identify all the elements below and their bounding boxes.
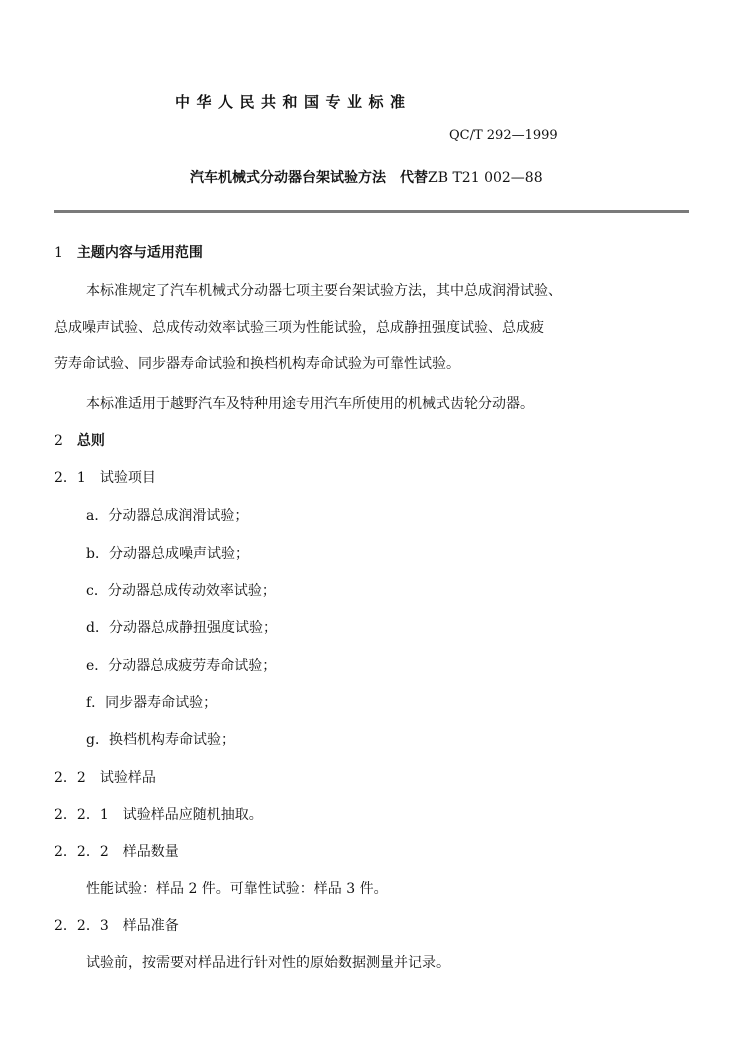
standard-code: QC/T 292—1999 (449, 128, 558, 143)
section-2-2-3-paragraph: 试验前，按需要对样品进行针对性的原始数据测量并记录。 (86, 955, 450, 971)
section-2-title: 总则 (76, 433, 105, 449)
replaces-code: ZB T21 002—88 (428, 170, 543, 186)
header-rule (54, 210, 689, 213)
section-1-paragraph-1-line-2: 总成噪声试验、总成传动效率试验三项为性能试验，总成静扭强度试验、总成疲 (54, 320, 544, 336)
section-2-heading (54, 430, 105, 450)
list-item: b．分动器总成噪声试验； (86, 546, 249, 562)
section-1-heading (54, 242, 203, 262)
list-item: f．同步器寿命试验； (86, 695, 218, 711)
list-item: c．分动器总成传动效率试验； (86, 583, 276, 599)
section-2-number: 2 (54, 433, 63, 449)
section-2-2-1: 2．2．1 试验样品应随机抽取。 (54, 807, 263, 823)
section-1-number: 1 (54, 245, 63, 261)
section-2-2-heading: 2．2 试验样品 (54, 770, 156, 786)
standard-body-title: 中华人民共和国专业标准 (175, 93, 412, 111)
section-2-2-2-heading: 2．2．2 样品数量 (54, 844, 179, 860)
list-item: e．分动器总成疲劳寿命试验； (86, 658, 277, 674)
title-text: 汽车机械式分动器台架试验方法 (190, 170, 386, 186)
section-1-title: 主题内容与适用范围 (76, 245, 203, 261)
replaces-label: 代替 (400, 170, 428, 186)
section-2-2-2-paragraph: 性能试验：样品 2 件。可靠性试验：样品 3 件。 (86, 881, 388, 897)
list-item: g．换档机构寿命试验； (86, 732, 235, 748)
section-2-1-heading: 2．1 试验项目 (54, 470, 156, 486)
section-1-paragraph-1-line-3: 劳寿命试验、同步器寿命试验和换档机构寿命试验为可靠性试验。 (54, 356, 460, 372)
section-2-2-3-heading: 2．2．3 样品准备 (54, 918, 179, 934)
document-title (190, 167, 543, 187)
section-1-paragraph-1-line-1: 本标准规定了汽车机械式分动器七项主要台架试验方法，其中总成润滑试验、 (86, 283, 562, 299)
list-item: d．分动器总成静扭强度试验； (86, 620, 277, 636)
list-item: a．分动器总成润滑试验； (86, 508, 249, 524)
section-1-paragraph-2: 本标准适用于越野汽车及特种用途专用汽车所使用的机械式齿轮分动器。 (86, 396, 534, 412)
